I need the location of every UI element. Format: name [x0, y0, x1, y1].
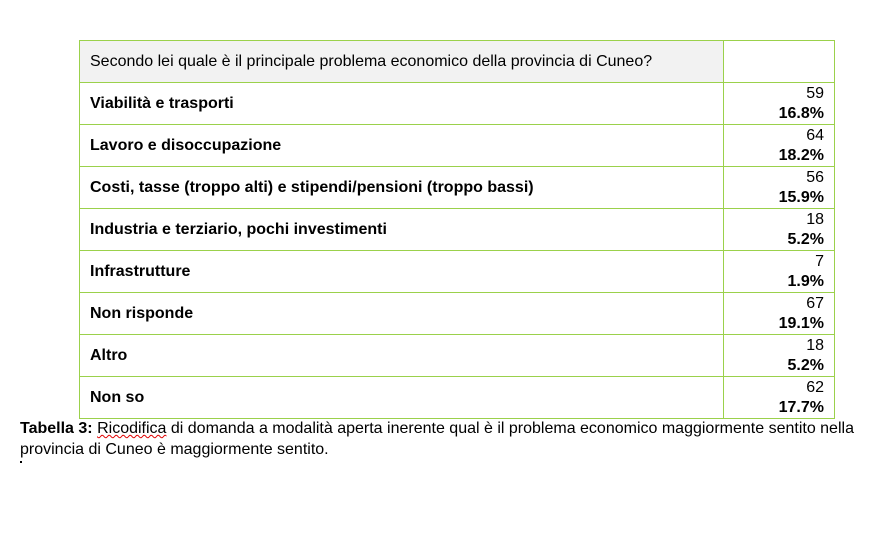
row-count: 7 — [815, 252, 824, 270]
table-row — [80, 125, 835, 167]
row-percent: 5.2% — [787, 230, 824, 248]
row-count: 62 — [806, 378, 824, 396]
row-value — [724, 377, 835, 419]
row-label: Industria e terziario, pochi investimenti — [80, 209, 724, 251]
row-count: 64 — [806, 126, 824, 144]
row-value — [724, 167, 835, 209]
table-row — [80, 293, 835, 335]
row-label: Infrastrutture — [80, 251, 724, 293]
table-row — [80, 335, 835, 377]
row-value — [724, 335, 835, 377]
row-percent: 1.9% — [787, 272, 824, 290]
paragraph-mark — [20, 461, 22, 463]
row-percent: 19.1% — [778, 314, 824, 332]
row-label: Costi, tasse (troppo alti) e stipendi/pensioni (troppo bassi) — [80, 167, 724, 209]
table-header-row — [80, 41, 835, 83]
row-value — [724, 251, 835, 293]
row-value — [724, 125, 835, 167]
header-value-cell — [724, 41, 835, 83]
row-percent: 16.8% — [778, 104, 824, 122]
table-row — [80, 209, 835, 251]
row-count: 59 — [806, 84, 824, 102]
row-label: Viabilità e trasporti — [80, 83, 724, 125]
table-row — [80, 167, 835, 209]
row-label: Lavoro e disoccupazione — [80, 125, 724, 167]
row-label: Non so — [80, 377, 724, 419]
caption-label: Tabella 3: — [20, 420, 93, 437]
row-label: Non risponde — [80, 293, 724, 335]
row-value — [724, 209, 835, 251]
row-count: 67 — [806, 294, 824, 312]
row-value — [724, 83, 835, 125]
question-cell: Secondo lei quale è il principale problema economico della provincia di Cuneo? — [80, 41, 724, 83]
row-percent: 15.9% — [778, 188, 824, 206]
table-row — [80, 83, 835, 125]
row-count: 18 — [806, 210, 824, 228]
row-percent: 17.7% — [778, 398, 824, 416]
table-row — [80, 251, 835, 293]
row-percent: 18.2% — [778, 146, 824, 164]
table-row — [80, 377, 835, 419]
caption-text: di domanda a modalità aperta inerente qual è il problema economico maggiormente sentito nella provincia di Cuneo è maggiormente sentito. — [20, 420, 854, 458]
row-count: 18 — [806, 336, 824, 354]
results-table — [79, 40, 835, 419]
row-count: 56 — [806, 168, 824, 186]
row-label: Altro — [80, 335, 724, 377]
row-percent: 5.2% — [787, 356, 824, 374]
table-caption — [20, 418, 870, 460]
row-value — [724, 293, 835, 335]
spellcheck-flagged-word[interactable]: Ricodifica — [97, 420, 167, 437]
